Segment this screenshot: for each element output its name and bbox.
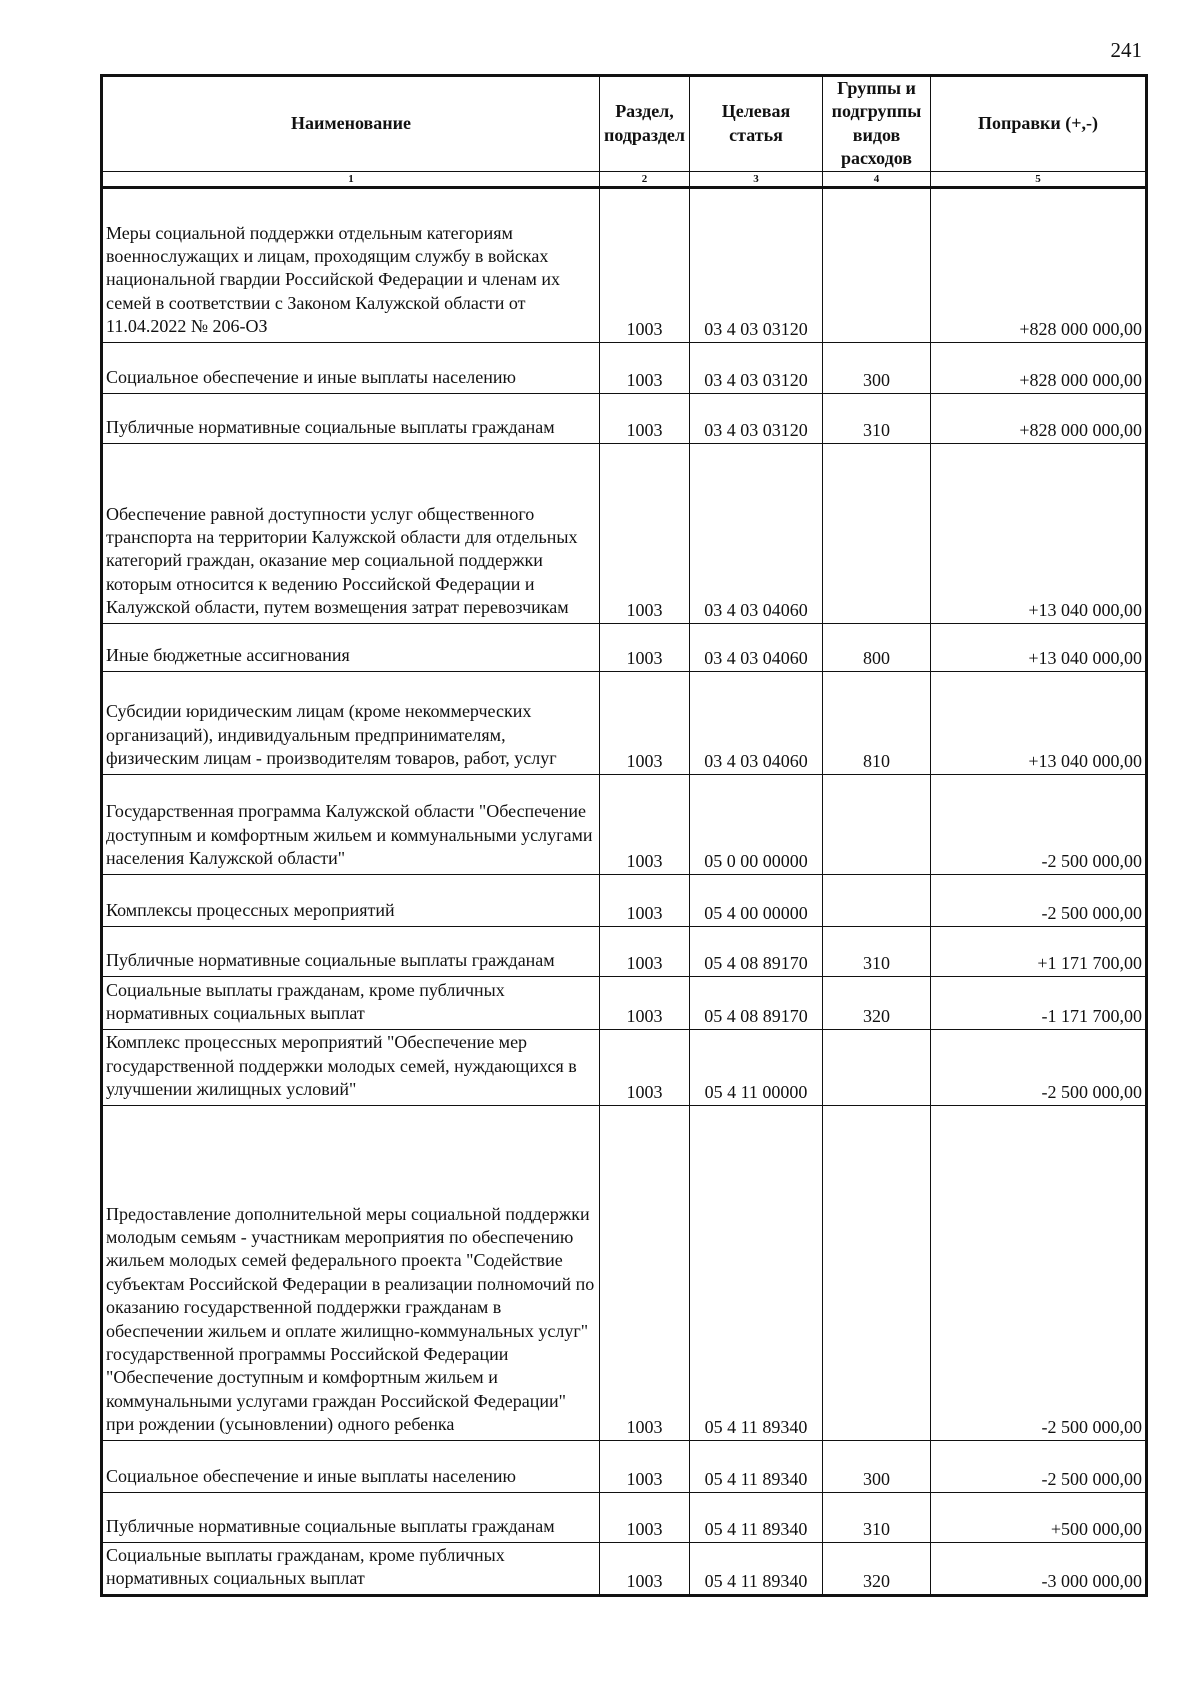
item-section: 1003 xyxy=(600,623,690,671)
item-expense-group: 300 xyxy=(823,1440,931,1492)
item-amount: +13 040 000,00 xyxy=(931,671,1147,774)
item-amount: +828 000 000,00 xyxy=(931,393,1147,443)
item-section: 1003 xyxy=(600,1105,690,1440)
item-amount: -2 500 000,00 xyxy=(931,1440,1147,1492)
item-name: Обеспечение равной доступности услуг общественного транспорта на территории Калужской области для отдельных категорий граждан, оказание мер социальной поддержки которым относится к ведению Российской Федерации и Калужской области, путем возмещения затрат перевозчикам xyxy=(102,443,600,623)
column-number: 1 xyxy=(102,171,600,187)
table-row xyxy=(102,926,1147,976)
item-section: 1003 xyxy=(600,926,690,976)
item-expense-group xyxy=(823,187,931,342)
item-name: Субсидии юридическим лицам (кроме некоммерческих организаций), индивидуальным предпринимателям, физическим лицам - производителям товаров, работ, услуг xyxy=(102,671,600,774)
item-section: 1003 xyxy=(600,874,690,926)
item-expense-group: 320 xyxy=(823,1542,931,1595)
item-target-article: 03 4 03 04060 xyxy=(690,443,823,623)
column-number-row xyxy=(102,171,1147,187)
item-amount: +828 000 000,00 xyxy=(931,342,1147,393)
item-target-article: 05 4 11 89340 xyxy=(690,1105,823,1440)
item-name: Иные бюджетные ассигнования xyxy=(102,623,600,671)
item-amount: +828 000 000,00 xyxy=(931,187,1147,342)
item-name: Государственная программа Калужской области "Обеспечение доступным и комфортным жильем и коммунальными услугами населения Калужской области" xyxy=(102,774,600,874)
table-row xyxy=(102,774,1147,874)
item-name: Комплексы процессных мероприятий xyxy=(102,874,600,926)
item-name: Предоставление дополнительной меры социальной поддержки молодым семьям - участникам мероприятия по обеспечению жильем молодых семей федерального проекта "Содействие субъектам Российской Федерации в реализации полномочий по оказанию государственной поддержки гражданам в обеспечении жильем и оплате жилищно-коммунальных услуг" государственной программы Российской Федерации "Обеспечение доступным и комфортным жильем и коммунальными услугами граждан Российской Федерации" при рождении (усыновлении) одного ребенка xyxy=(102,1105,600,1440)
item-section: 1003 xyxy=(600,1542,690,1595)
item-name: Публичные нормативные социальные выплаты гражданам xyxy=(102,1492,600,1542)
table-row xyxy=(102,187,1147,342)
table-row xyxy=(102,1029,1147,1105)
item-name: Публичные нормативные социальные выплаты гражданам xyxy=(102,393,600,443)
item-amount: +1 171 700,00 xyxy=(931,926,1147,976)
item-target-article: 05 4 08 89170 xyxy=(690,926,823,976)
item-target-article: 05 4 11 89340 xyxy=(690,1492,823,1542)
header-row xyxy=(102,76,1147,172)
item-section: 1003 xyxy=(600,1440,690,1492)
item-amount: -2 500 000,00 xyxy=(931,874,1147,926)
item-target-article: 03 4 03 03120 xyxy=(690,187,823,342)
item-section: 1003 xyxy=(600,187,690,342)
item-section: 1003 xyxy=(600,1492,690,1542)
item-expense-group xyxy=(823,1105,931,1440)
item-section: 1003 xyxy=(600,443,690,623)
item-target-article: 05 4 11 00000 xyxy=(690,1029,823,1105)
item-expense-group: 310 xyxy=(823,1492,931,1542)
item-name: Комплекс процессных мероприятий "Обеспечение мер государственной поддержки молодых семей, нуждающихся в улучшении жилищных условий" xyxy=(102,1029,600,1105)
item-target-article: 03 4 03 03120 xyxy=(690,342,823,393)
header-amendments: Поправки (+,-) xyxy=(931,76,1147,172)
item-expense-group: 300 xyxy=(823,342,931,393)
header-name: Наименование xyxy=(102,76,600,172)
table-row xyxy=(102,443,1147,623)
column-number: 4 xyxy=(823,171,931,187)
table-row xyxy=(102,671,1147,774)
item-name: Меры социальной поддержки отдельным категориям военнослужащих и лицам, проходящим службу в войсках национальной гвардии Российской Федерации и членам их семей в соответствии с Законом Калужской области от 11.04.2022 № 206-ОЗ xyxy=(102,187,600,342)
item-target-article: 03 4 03 04060 xyxy=(690,671,823,774)
item-amount: -2 500 000,00 xyxy=(931,774,1147,874)
column-number: 3 xyxy=(690,171,823,187)
item-section: 1003 xyxy=(600,342,690,393)
item-name: Публичные нормативные социальные выплаты гражданам xyxy=(102,926,600,976)
item-target-article: 05 0 00 00000 xyxy=(690,774,823,874)
item-name: Социальное обеспечение и иные выплаты населению xyxy=(102,1440,600,1492)
table-row xyxy=(102,393,1147,443)
item-expense-group: 810 xyxy=(823,671,931,774)
item-section: 1003 xyxy=(600,774,690,874)
item-target-article: 05 4 00 00000 xyxy=(690,874,823,926)
item-amount: +13 040 000,00 xyxy=(931,443,1147,623)
item-target-article: 05 4 11 89340 xyxy=(690,1542,823,1595)
item-target-article: 03 4 03 03120 xyxy=(690,393,823,443)
item-expense-group: 310 xyxy=(823,393,931,443)
item-expense-group: 320 xyxy=(823,976,931,1029)
header-expense-group: Группы и подгруппы видов расходов xyxy=(823,76,931,172)
item-amount: -2 500 000,00 xyxy=(931,1029,1147,1105)
column-number: 5 xyxy=(931,171,1147,187)
table-row xyxy=(102,1542,1147,1595)
item-amount: +500 000,00 xyxy=(931,1492,1147,1542)
table-row xyxy=(102,1105,1147,1440)
item-section: 1003 xyxy=(600,1029,690,1105)
item-section: 1003 xyxy=(600,976,690,1029)
item-amount: +13 040 000,00 xyxy=(931,623,1147,671)
item-expense-group: 310 xyxy=(823,926,931,976)
item-expense-group xyxy=(823,874,931,926)
item-expense-group: 800 xyxy=(823,623,931,671)
item-target-article: 03 4 03 04060 xyxy=(690,623,823,671)
item-name: Социальные выплаты гражданам, кроме публичных нормативных социальных выплат xyxy=(102,976,600,1029)
item-expense-group xyxy=(823,443,931,623)
item-section: 1003 xyxy=(600,671,690,774)
table-row xyxy=(102,976,1147,1029)
table-row xyxy=(102,342,1147,393)
item-expense-group xyxy=(823,774,931,874)
header-target-article: Целевая статья xyxy=(690,76,823,172)
item-amount: -1 171 700,00 xyxy=(931,976,1147,1029)
table-row xyxy=(102,623,1147,671)
item-name: Социальные выплаты гражданам, кроме публичных нормативных социальных выплат xyxy=(102,1542,600,1595)
item-target-article: 05 4 08 89170 xyxy=(690,976,823,1029)
table-row xyxy=(102,1440,1147,1492)
item-section: 1003 xyxy=(600,393,690,443)
table-row xyxy=(102,874,1147,926)
budget-amendments-table xyxy=(100,74,1148,1597)
item-target-article: 05 4 11 89340 xyxy=(690,1440,823,1492)
item-amount: -3 000 000,00 xyxy=(931,1542,1147,1595)
table-row xyxy=(102,1492,1147,1542)
item-expense-group xyxy=(823,1029,931,1105)
page-number: 241 xyxy=(1110,38,1142,62)
item-name: Социальное обеспечение и иные выплаты населению xyxy=(102,342,600,393)
header-section: Раздел, подраздел xyxy=(600,76,690,172)
column-number: 2 xyxy=(600,171,690,187)
item-amount: -2 500 000,00 xyxy=(931,1105,1147,1440)
